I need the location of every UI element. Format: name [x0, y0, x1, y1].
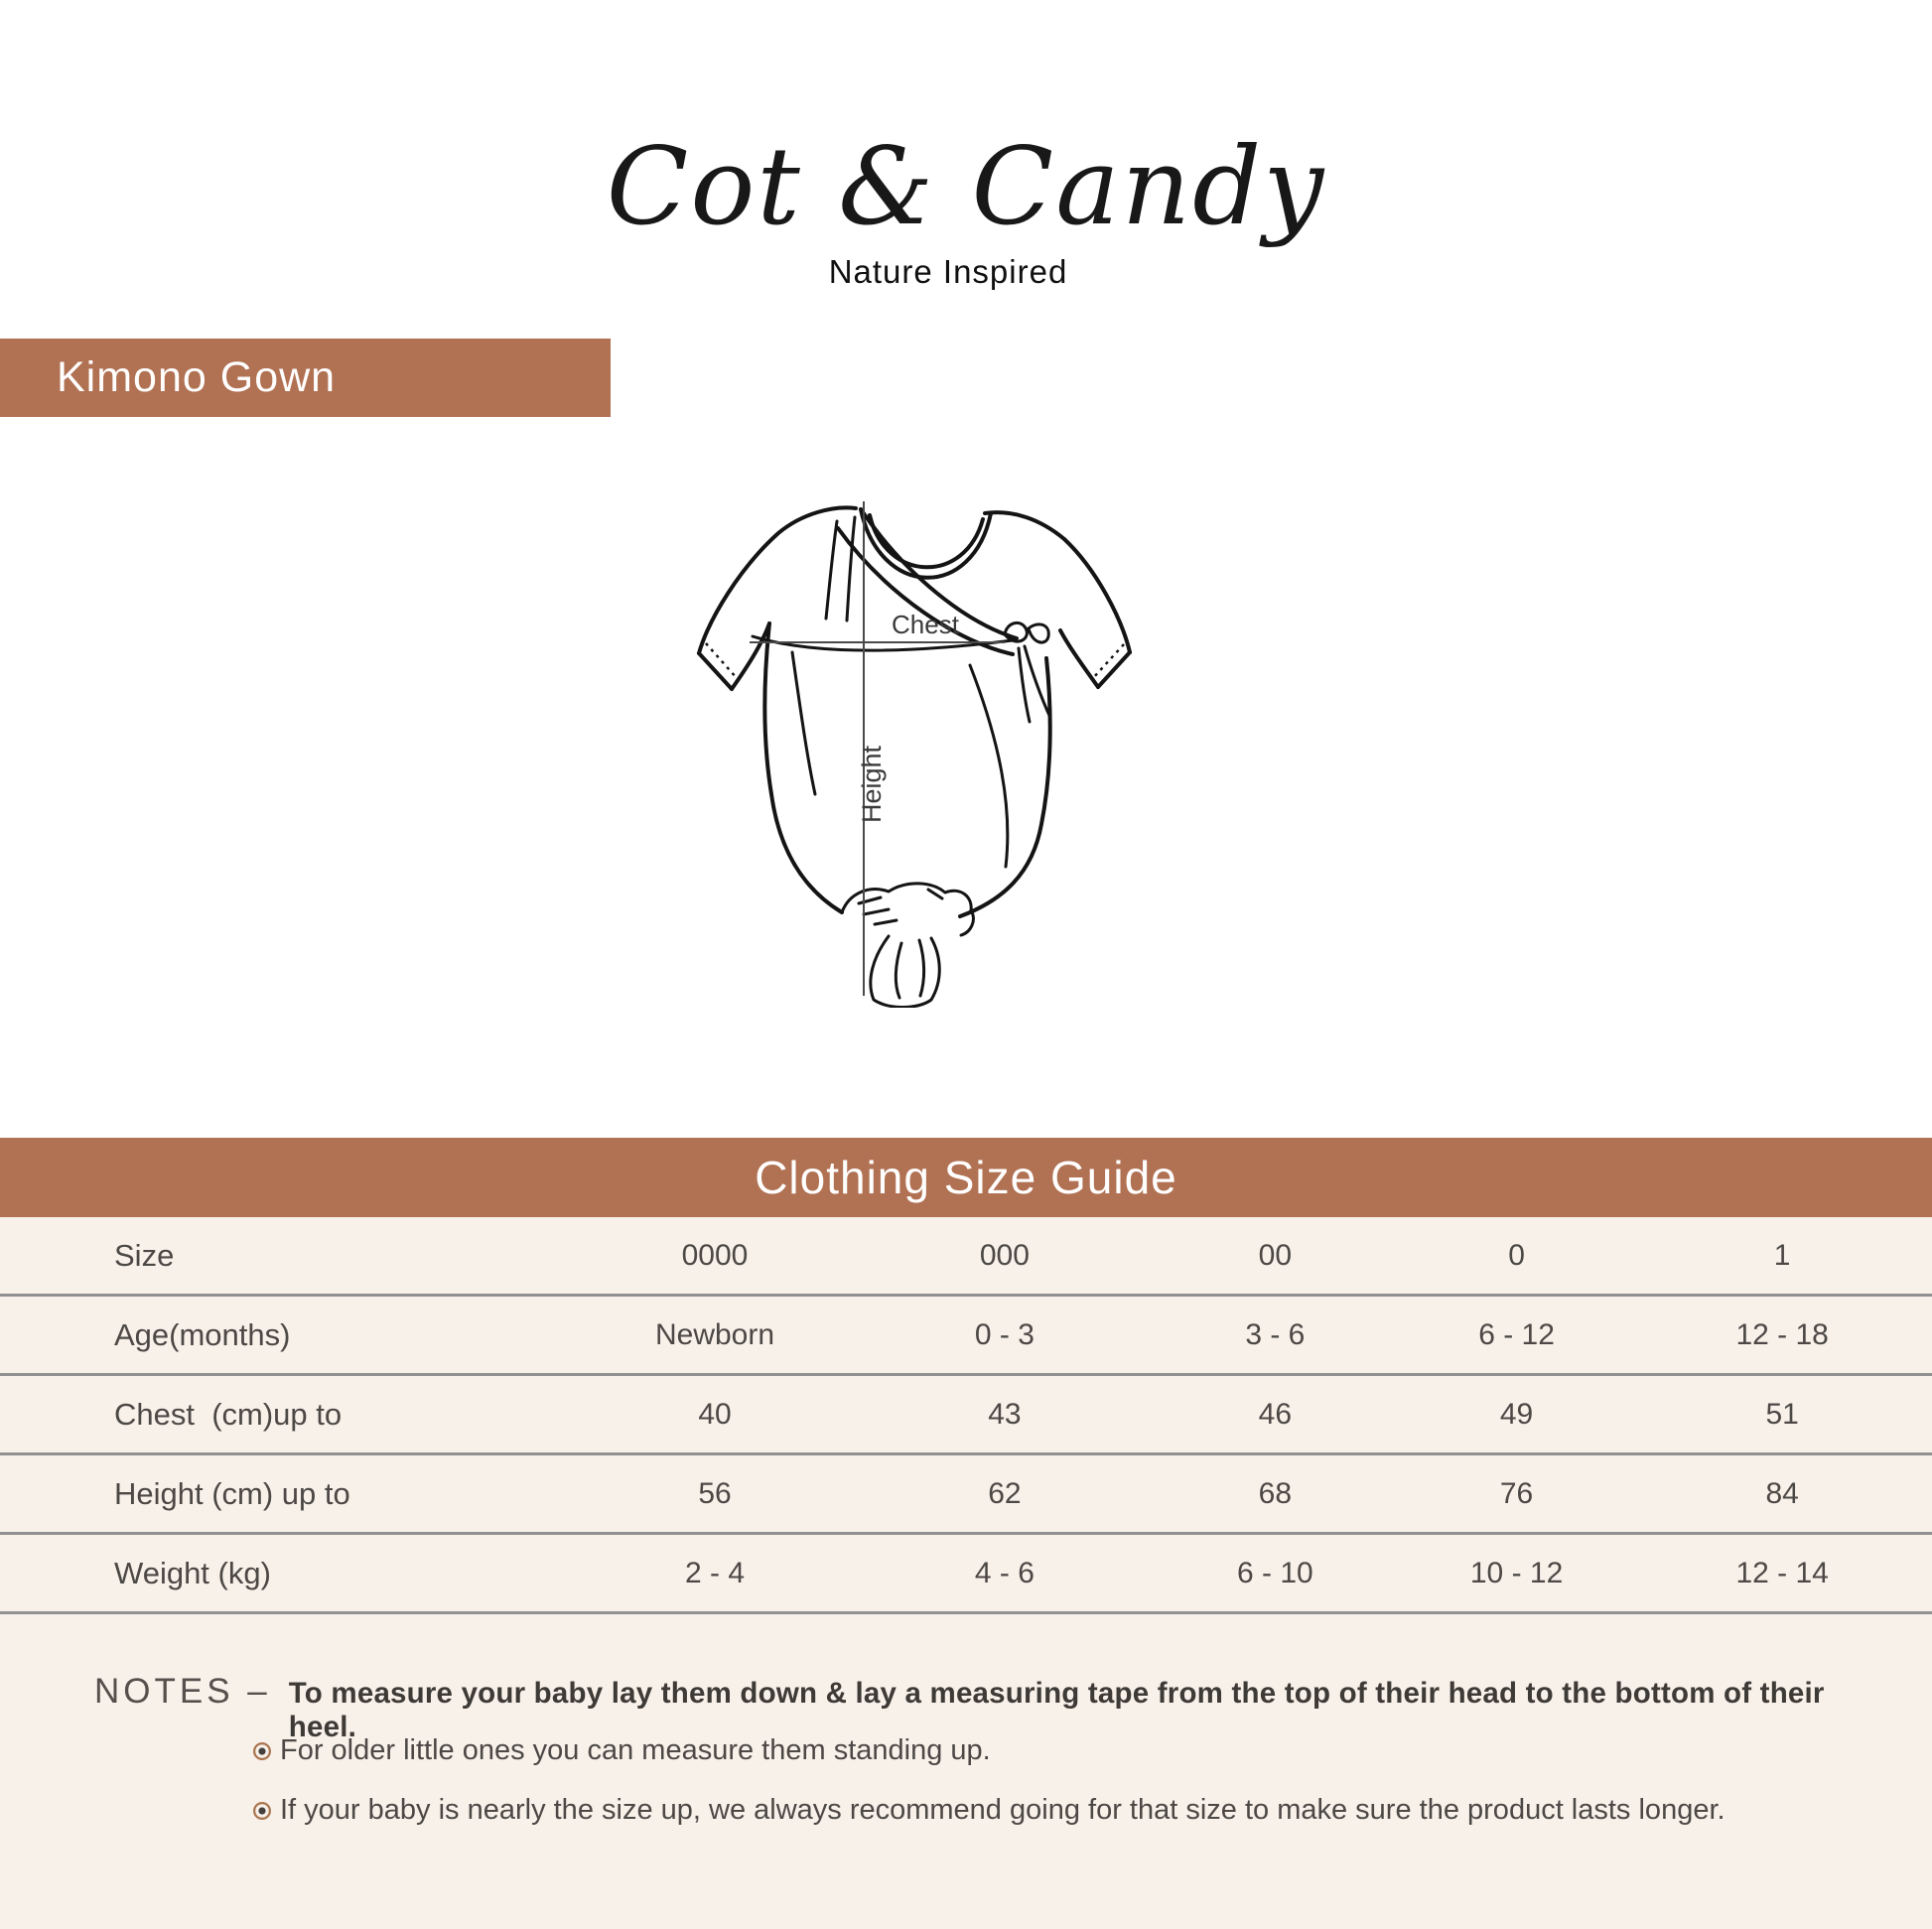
note-bullet-row: [253, 1794, 1725, 1827]
table-row-height: [0, 1455, 1932, 1535]
notes-heading: NOTES –: [94, 1672, 271, 1711]
gown-measurement-diagram: [675, 491, 1231, 1008]
table-cell: 56: [698, 1476, 732, 1510]
note-bullet-row: [253, 1734, 991, 1767]
kimono-gown-sketch: [675, 491, 1231, 1008]
chest-label: Chest: [892, 610, 959, 639]
table-cell: 6 - 12: [1478, 1317, 1555, 1351]
table-cell: 12 - 18: [1735, 1317, 1829, 1351]
table-cell: 84: [1765, 1476, 1799, 1510]
table-cell: 0: [1508, 1238, 1525, 1272]
table-row-weight: [0, 1535, 1932, 1614]
table-cell: 10 - 12: [1469, 1556, 1564, 1589]
note-text: If your baby is nearly the size up, we always recommend going for that size to make sure the product lasts longer.: [280, 1794, 1725, 1826]
table-row-age: [0, 1297, 1932, 1376]
table-cell: 43: [988, 1397, 1022, 1431]
table-cell: 62: [988, 1476, 1022, 1510]
table-cell: 40: [698, 1397, 732, 1431]
notes-lead-text: To measure your baby lay them down & lay a measuring tape from the top of their head to the bottom of their heel.: [288, 1677, 1825, 1743]
table-cell: Newborn: [654, 1317, 775, 1351]
row-label: Chest (cm)up to: [114, 1396, 343, 1432]
table-row-chest: [0, 1376, 1932, 1455]
table-cell: 49: [1499, 1397, 1534, 1431]
note-text: For older little ones you can measure them standing up.: [280, 1734, 991, 1766]
brand-header: [0, 125, 1932, 291]
brand-logo: Cot & Candy: [606, 125, 1326, 249]
table-cell: 76: [1499, 1476, 1534, 1510]
table-cell: 00: [1258, 1238, 1293, 1272]
table-cell: 0 - 3: [974, 1317, 1035, 1351]
row-label: Size: [114, 1237, 175, 1273]
table-cell: 2 - 4: [684, 1556, 746, 1589]
table-cell: 0000: [681, 1238, 749, 1272]
product-banner: Kimono Gown: [0, 339, 611, 417]
table-row-size: [0, 1217, 1932, 1297]
row-label: Age(months): [114, 1316, 291, 1352]
row-label: Weight (kg): [114, 1555, 271, 1590]
size-guide-title: Clothing Size Guide: [0, 1138, 1932, 1217]
brand-tagline: Nature Inspired: [828, 252, 1068, 290]
row-label: Height (cm) up to: [114, 1475, 350, 1511]
table-cell: 000: [979, 1238, 1030, 1272]
table-cell: 68: [1258, 1476, 1293, 1510]
table-cell: 4 - 6: [974, 1556, 1035, 1589]
table-cell: 6 - 10: [1236, 1556, 1313, 1589]
height-label: Height: [857, 745, 887, 824]
ring-bullet-icon: [253, 1802, 271, 1820]
table-cell: 46: [1258, 1397, 1293, 1431]
table-cell: 1: [1773, 1238, 1791, 1272]
ring-bullet-icon: [253, 1742, 271, 1760]
table-cell: 51: [1765, 1397, 1799, 1431]
table-cell: 12 - 14: [1735, 1556, 1829, 1589]
table-cell: 3 - 6: [1245, 1317, 1306, 1351]
size-guide-table: [0, 1217, 1932, 1614]
